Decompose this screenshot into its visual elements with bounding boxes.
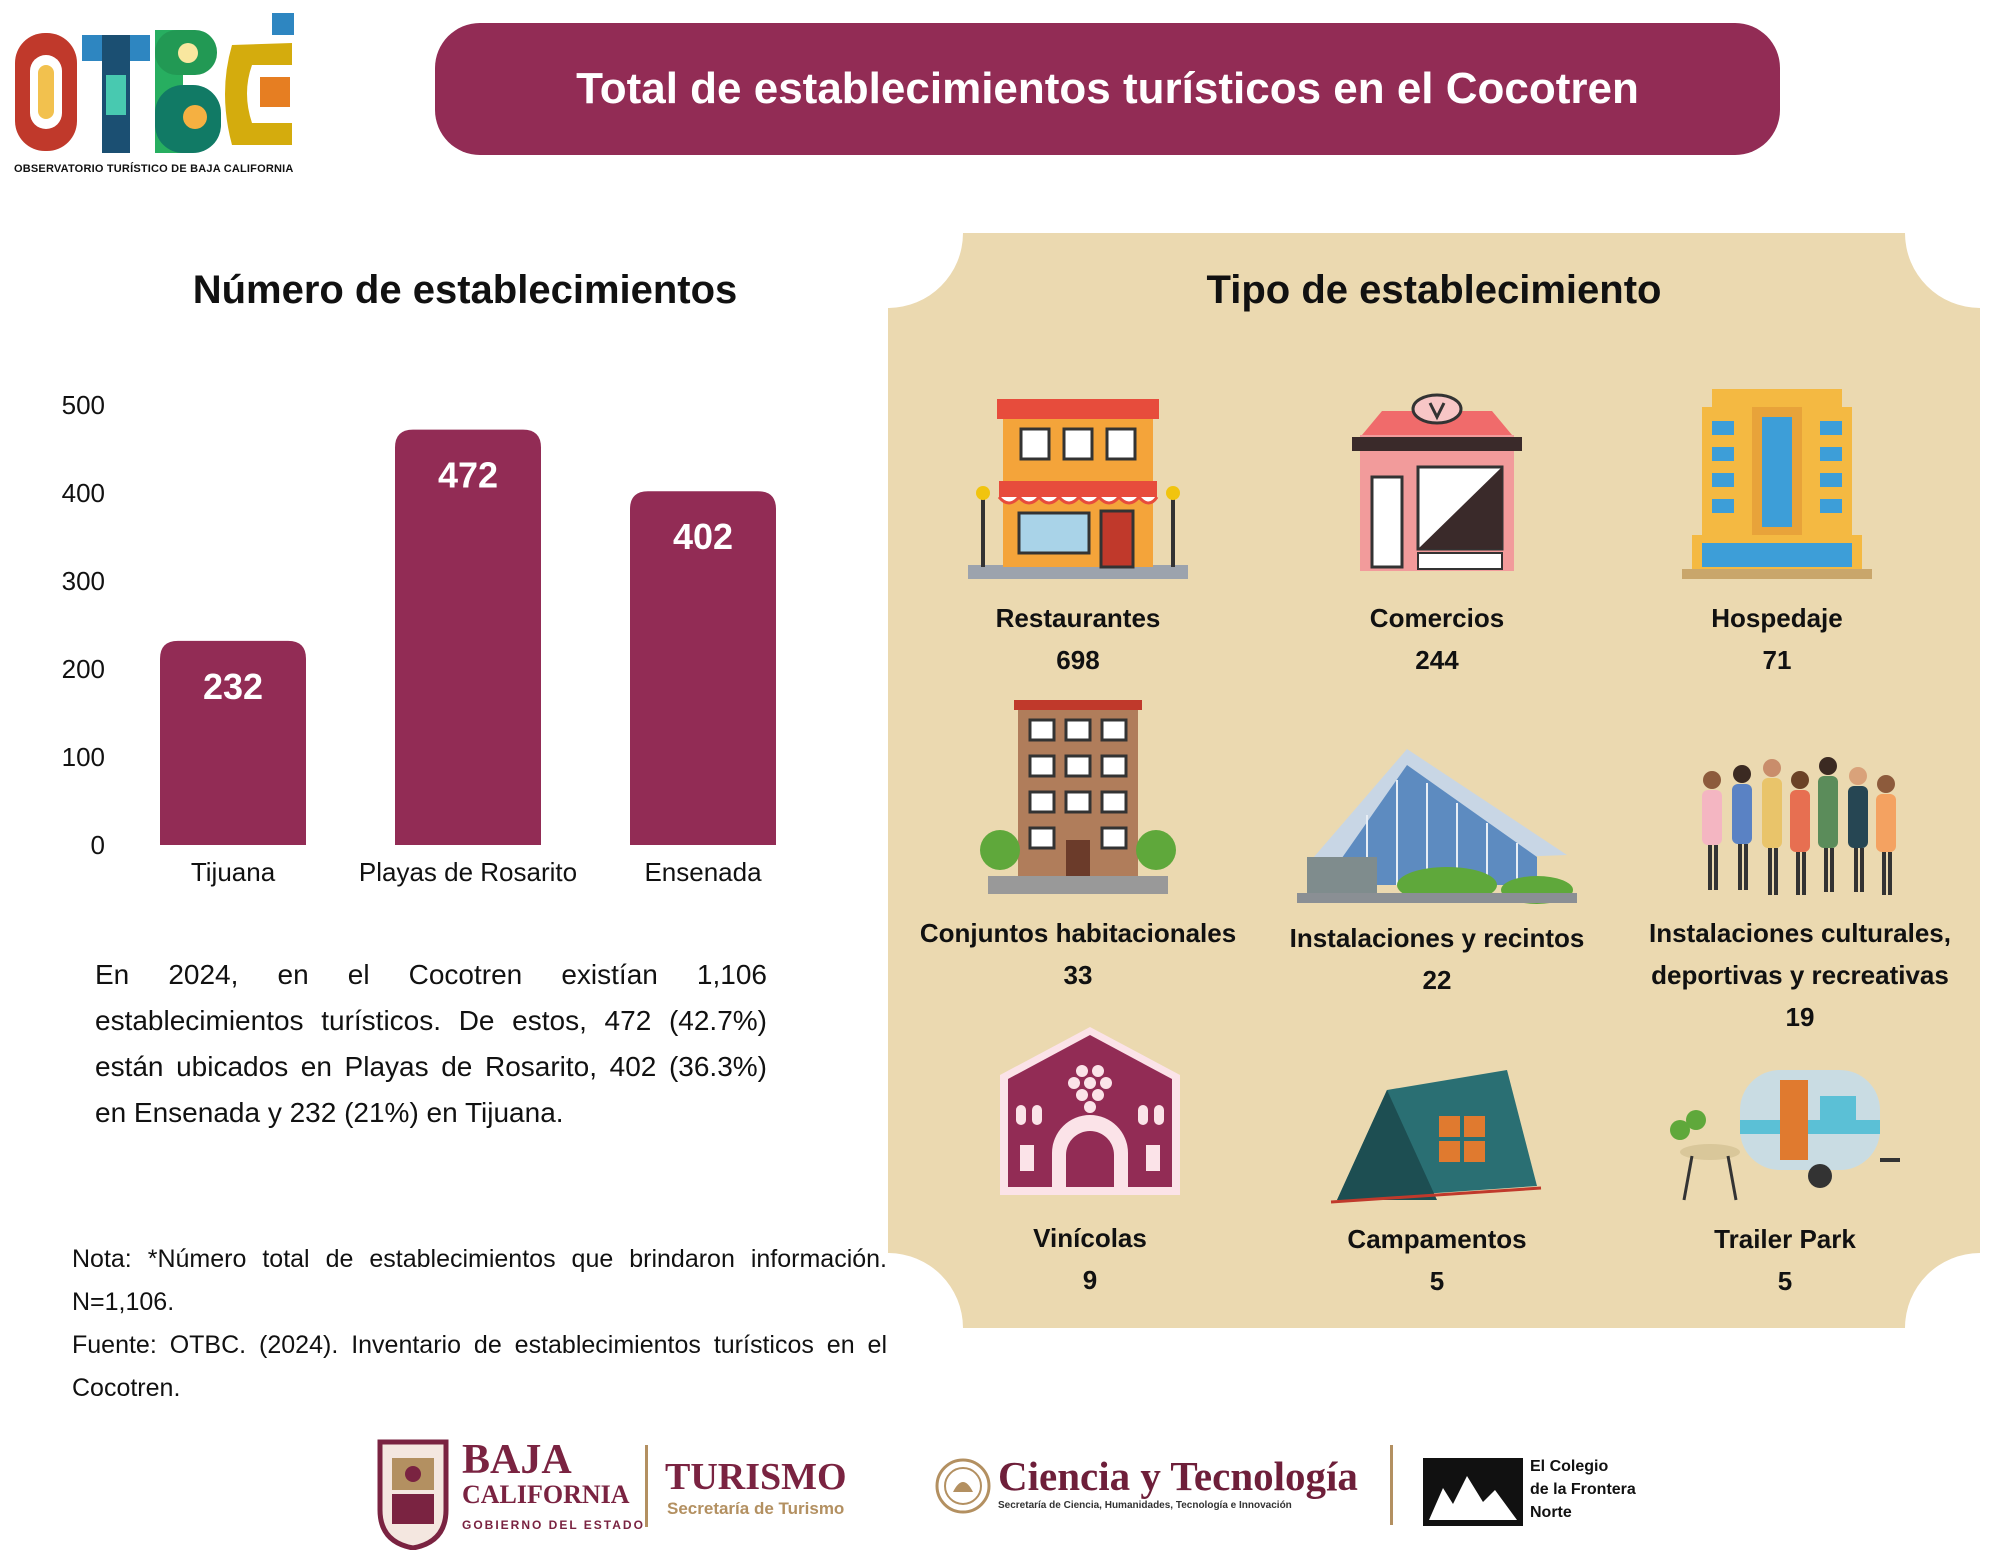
gobierno-text: GOBIERNO DEL ESTADO: [462, 1518, 645, 1532]
y-tick-label: 200: [61, 654, 105, 684]
type-item-hospedaje: [1607, 385, 1947, 681]
trailer-icon: [1670, 1060, 1900, 1206]
type-item-campamentos: [1267, 1060, 1607, 1302]
type-item-comercios: [1267, 385, 1607, 681]
bar-data-label: 472: [437, 454, 499, 496]
summary-paragraph: En 2024, en el Cocotren existían 1,106 establecimientos turísticos. De estos, 472 (42.7%) están ubicados en Playas de Rosarito, 402 (36.3%) en Ensenada y 232 (21%) en Tijuana.: [95, 959, 767, 1128]
type-item-trailer: [1615, 1060, 1955, 1302]
convention-center-icon: [1297, 745, 1577, 905]
type-label: Instalaciones culturales, deportivas y recreativas: [1648, 918, 1951, 990]
restaurant-icon: [963, 385, 1193, 585]
california-wordmark: CALIFORNIA: [462, 1480, 630, 1509]
type-item-culturales: [1625, 750, 1975, 1038]
type-value: 5: [1777, 1266, 1793, 1296]
type-item-restaurantes: [908, 385, 1248, 681]
baja-california-seal: [372, 1432, 454, 1550]
otbc-logo: [10, 5, 310, 183]
logo-divider: [1390, 1445, 1393, 1525]
type-value: 5: [1429, 1266, 1445, 1296]
colef-logo: [1423, 1458, 1523, 1526]
colef-line: Norte: [1530, 1504, 1572, 1521]
hotel-icon: [1662, 385, 1892, 585]
page-title: Total de establecimientos turísticos en el Cocotren: [576, 64, 1639, 113]
bar-data-label: 402: [672, 516, 734, 558]
title-banner: [435, 23, 1780, 155]
mexico-seal-icon: [935, 1458, 991, 1514]
tent-icon: [1327, 1060, 1547, 1206]
type-label: Trailer Park: [1714, 1224, 1856, 1254]
y-tick-label: 100: [61, 742, 105, 772]
note-text: Nota: *Número total de establecimientos que brindaron información. N=1,106.: [72, 1245, 887, 1316]
type-item-conjuntos: [908, 700, 1248, 996]
source-text: Fuente: OTBC. (2024). Inventario de establecimientos turísticos en el Cocotren.: [72, 1331, 887, 1402]
ciencia-subtitle: Secretaría de Ciencia, Humanidades, Tecnología e Innovación: [998, 1500, 1292, 1511]
x-category-label: Ensenada: [644, 857, 762, 887]
colef-line: El Colegio: [1530, 1458, 1609, 1475]
type-value: 71: [1762, 645, 1792, 675]
type-value: 698: [1056, 645, 1100, 675]
colef-line: de la Frontera: [1530, 1481, 1636, 1498]
type-label: Conjuntos habitacionales: [919, 918, 1237, 948]
x-category-label: Playas de Rosarito: [358, 857, 578, 887]
crowd-icon: [1690, 750, 1910, 900]
bar-data-label: 232: [202, 665, 264, 707]
chart-title: Número de establecimientos: [192, 268, 738, 312]
y-tick-label: 400: [61, 478, 105, 508]
notes: [72, 1238, 887, 1410]
type-label: Hospedaje: [1711, 603, 1843, 633]
y-tick-label: 300: [61, 566, 105, 596]
type-label: Comercios: [1369, 603, 1505, 633]
y-tick-label: 0: [90, 830, 105, 860]
bar-chart: [60, 370, 820, 890]
type-item-instalaciones: [1267, 745, 1607, 1001]
turismo-wordmark: TURISMO: [665, 1456, 847, 1498]
type-value: 9: [1082, 1265, 1098, 1295]
shop-icon: [1322, 385, 1552, 585]
type-label: Restaurantes: [995, 603, 1161, 633]
turismo-subtitle: Secretaría de Turismo: [667, 1499, 845, 1518]
x-category-label: Tijuana: [190, 857, 276, 887]
type-label: Campamentos: [1347, 1224, 1527, 1254]
colef-text: [1530, 1455, 1636, 1524]
type-value: 19: [1785, 1002, 1815, 1032]
winery-icon: [990, 1025, 1190, 1205]
y-tick-label: 500: [61, 390, 105, 420]
panel-title: Tipo de establecimiento: [1206, 268, 1662, 312]
baja-wordmark: BAJA: [462, 1437, 572, 1483]
logo-subtitle: OBSERVATORIO TURÍSTICO DE BAJA CALIFORNIA: [14, 163, 294, 175]
ciencia-wordmark: Ciencia y Tecnología: [998, 1453, 1358, 1499]
type-label: Instalaciones y recintos: [1289, 923, 1585, 953]
type-value: 22: [1422, 965, 1452, 995]
type-value: 244: [1415, 645, 1459, 675]
apartment-building-icon: [978, 700, 1178, 900]
logo-divider: [645, 1445, 648, 1527]
type-item-vinicolas: [920, 1025, 1260, 1301]
type-value: 33: [1063, 960, 1093, 990]
type-label: Vinícolas: [1033, 1223, 1147, 1253]
